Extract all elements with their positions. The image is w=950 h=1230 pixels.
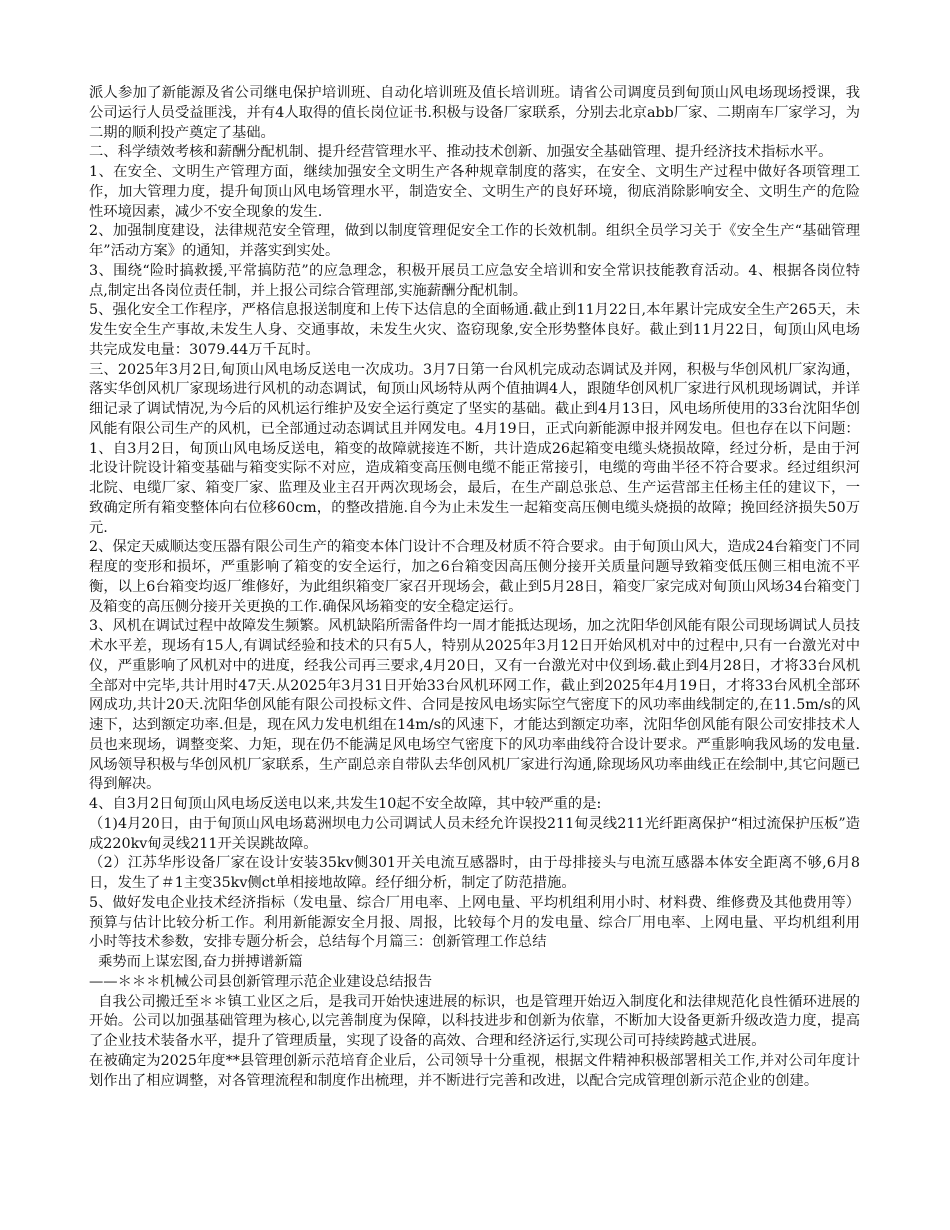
paragraph-18: 在被确定为2025年度**县管理创新示范培育企业后，公司领导十分重视，根据文件精神积极部署相关工作,并对公司年度计划作出了相应调整，对各管理流程和制度作出梳理，并不断进行完善和改进，以配合完成管理创新示范企业的创建。 [89, 1052, 860, 1089]
paragraph-1: 派人参加了新能源及省公司继电保护培训班、自动化培训班及值长培训班。请省公司调度员到甸顶山风电场现场授课，我公司运行人员受益匪浅，并有4人取得的值长岗位证书.积极与设备厂家联系，分别去北京abb厂家、二期南车厂家学习，为二期的顺利投产奠定了基础。 [89, 85, 860, 141]
paragraph-12: （1)4月20日，由于甸顶山风电场葛洲坝电力公司调试人员未经允许误投211甸灵线211光纤距离保护“相过流保护压板”造成220kv甸灵线211开关误跳故障。 [89, 815, 860, 852]
paragraph-6: 5、强化安全工作程序，严格信息报送制度和上传下达信息的全面畅通.截止到11月22日,本年累计完成安全生产265天，未发生安全生产事故,未发生人身、交通事故，未发生火灾、盗窃现象,安全形势整体良好。截止到11月22日，甸顶山风电场共完成发电量：3079.44万千瓦时。 [89, 302, 860, 358]
paragraph-2: 二、科学绩效考核和薪酬分配机制、提升经营管理水平、推动技术创新、加强安全基础管理、提升经济技术指标水平。 [89, 144, 833, 161]
paragraph-7: 三、2025年3月2日,甸顶山风电场反送电一次成功。3月7日第一台风机完成动态调试及并网，积极与华创风机厂家沟通，落实华创风机厂家现场进行风机的动态调试，甸顶山风场特从两个值抽调4人，跟随华创风机厂家进行风机现场调试，并详细记录了调试情况,为今后的风机运行维护及安全运行奠定了坚实的基础。截止到4月13日，风电场所使用的33台沈阳华创风能有限公司生产的风机，已全部通过动态调试且并网发电。4月19日，正式向新能源申报并网发电。但也存在以下问题： [89, 361, 860, 437]
paragraph-11: 4、自3月2日甸顶山风电场反送电以来,共发生10起不安全故障，其中较严重的是: [89, 796, 602, 812]
paragraph-8: 1、自3月2日，甸顶山风电场反送电，箱变的故障就接连不断，共计造成26起箱变电缆头烧损故障，经过分析，是由于河北设计院设计箱变基础与箱变实际不对应，造成箱变高压侧电缆不能正常接引，电缆的弯曲半径不符合要求。经过组织河北院、电缆厂家、箱变厂家、监理及业主召开两次现场会，最后，在生产副总张总、生产运营部主任杨主任的建议下，一致确定所有箱变整体向右位移60cm，的整改措施.自今为止未发生一起箱变高压侧电缆头烧损的故障；挽回经济损失50万元. [89, 440, 860, 536]
section-heading: 乘势而上谋宏图,奋力拼搏谱新篇 [89, 954, 303, 970]
paragraph-5: 3、围绕“险时搞救援,平常搞防范”的应急理念，积极开展员工应急安全培训和安全常识技能教育活动。4、根据各岗位特点,制定出各岗位责任制，并上报公司综合管理部,实施薪酬分配机制。 [89, 262, 860, 299]
paragraph-14: 5、做好发电企业技术经济指标（发电量、综合厂用电率、上网电量、平均机组利用小时、材料费、维修费及其他费用等）预算与估计比较分析工作。利用新能源安全月报、周报，比较每个月的发电量、综合厂用电率、上网电量、平均机组利用小时等技术参数，安排专题分析会，总结每个月篇三：创新管理工作总结 [89, 894, 860, 951]
paragraph-13: （2）江苏华彤设备厂家在设计安装35kv侧301开关电流互感器时，由于母排接头与电流互感器本体安全距离不够,6月8日，发生了＃1主变35kv侧ct单相接地故障。经仔细分析，制定了防范措施。 [89, 855, 860, 891]
paragraph-4: 2、加强制度建设，法律规范安全管理，做到以制度管理促安全工作的长效机制。组织全员学习关于《安全生产“基础管理年”活动方案》的通知，并落实到实处。 [89, 223, 860, 259]
section-subheading: ——＊＊＊机械公司县创新管理示范企业建设总结报告 [89, 973, 433, 990]
paragraph-9: 2、保定天威顺达变压器有限公司生产的箱变本体门设计不合理及材质不符合要求。由于甸顶山风大，造成24台箱变门不同程度的变形和损坏，严重影响了箱变的安全运行，加之6台箱变因高压侧分接开关质量问题导致箱变低压侧三相电流不平衡，以上6台箱变均返厂维修好，为此组织箱变厂家召开现场会，截止到5月28日，箱变厂家完成对甸顶山风场34台箱变门及箱变的高压侧分接开关更换的工作.确保风场箱变的安全稳定运行。 [89, 539, 860, 615]
paragraph-10: 3、风机在调试过程中故障发生频繁。风机缺陷所需备件均一周才能抵达现场，加之沈阳华创风能有限公司现场调试人员技术水平差，现场有15人,有调试经验和技术的只有5人，特别从2025年3月12日开始风机对中的过程中,只有一台激光对中仪，严重影响了风机对中的进度，经我公司再三要求,4月20日，又有一台激光对中仪到场.截止到4月28日，才将33台风机全部对中完毕,共计用时47天.从2025年3月31日开始33台风机环网工作，截止到2025年4月19日，才将33台风机全部环网成功,共计20天.沈阳华创风能有限公司投标文件、合同是按风电场实际空气密度下的风功率曲线制定的,在11.5m/s的风速下，达到额定功率.但是，现在风力发电机组在14m/s的风速下，才能达到额定功率，沈阳华创风能有限公司安排技术人员也来现场，调整变桨、力矩，现在仍不能满足风电场空气密度下的风功率曲线符合设计要求。严重影响我风场的发电量.风场领导积极与华创风机厂家联系，生产副总亲自带队去华创风机厂家进行沟通,除现场风功率曲线正在绘制中,其它问题已得到解决。 [89, 618, 860, 793]
paragraph-3: 1、在安全、文明生产管理方面，继续加强安全文明生产各种规章制度的落实，在安全、文明生产过程中做好各项管理工作，加大管理力度，提升甸顶山风电场管理水平，制造安全、文明生产的良好环境，彻底消除影响安全、文明生产的危险性环境因素，减少不安全现象的发生. [89, 164, 860, 220]
paragraph-17: 自我公司搬迁至＊＊镇工业区之后，是我司开始快速进展的标识，也是管理开始迈入制度化和法律规范化良性循环进展的开始。公司以加强基础管理为核心,以完善制度为保障，以科技进步和创新为依靠，不断加大设备更新升级改造力度，提高了企业技术装备水平，提升了管理质量，实现了设备的高效、合理和经济运行,实现公司可持续跨越式进展。 [89, 993, 860, 1049]
